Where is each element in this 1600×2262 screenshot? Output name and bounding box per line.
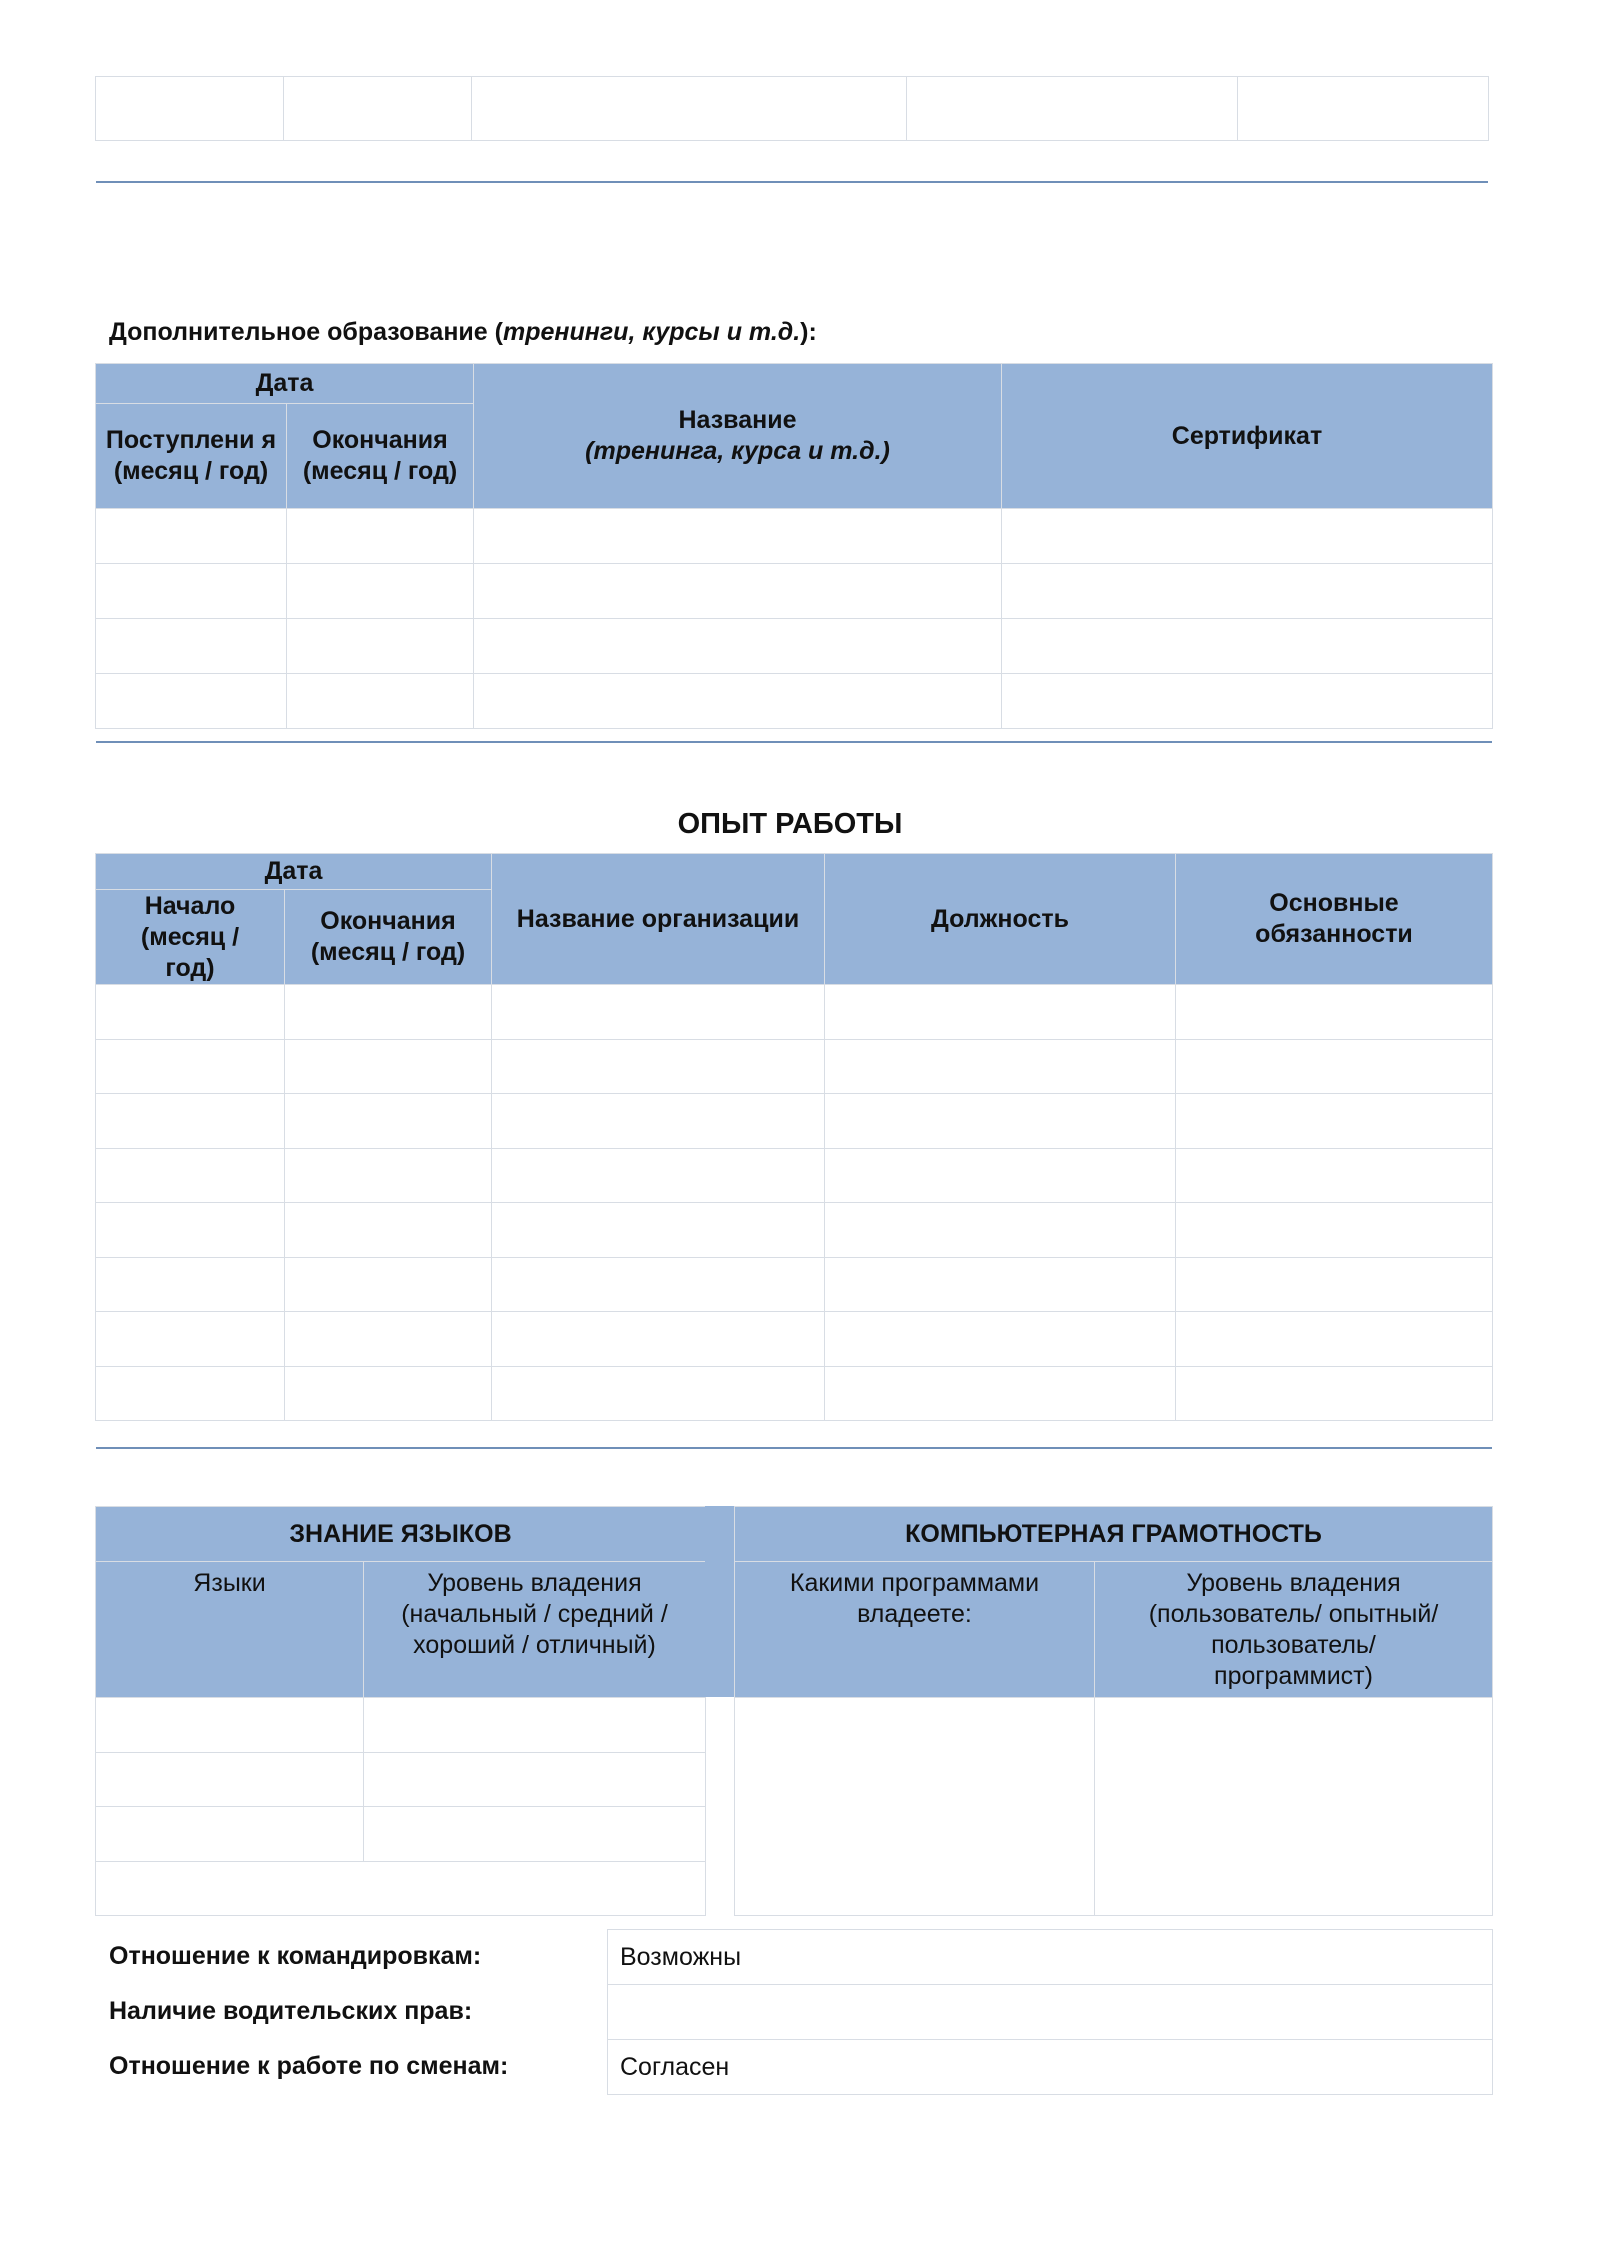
table-cell[interactable] — [1176, 1366, 1493, 1421]
shift-work-label: Отношение к работе по сменам: — [109, 2052, 509, 2080]
table-cell[interactable] — [364, 1752, 706, 1807]
table-cell[interactable] — [1002, 509, 1493, 564]
table-cell[interactable] — [96, 1752, 364, 1807]
table-cell[interactable] — [474, 564, 1002, 619]
table-cell[interactable] — [825, 1257, 1176, 1312]
table-cell[interactable] — [825, 1039, 1176, 1094]
work-experience-title: ОПЫТ РАБОТЫ — [677, 808, 903, 840]
additional-education-table — [95, 363, 1493, 729]
table-cell[interactable] — [1176, 1148, 1493, 1203]
table-cell[interactable] — [96, 564, 287, 619]
table-cell[interactable] — [492, 1203, 825, 1258]
languages-table — [95, 1506, 706, 1916]
computer-literacy-title: КОМПЬЮТЕРНАЯ ГРАМОТНОСТЬ — [735, 1507, 1493, 1562]
certificate-header: Сертификат — [1002, 364, 1493, 509]
extra-info-table — [607, 1929, 1493, 2095]
table-cell[interactable] — [364, 1698, 706, 1753]
table-cell[interactable] — [96, 1807, 364, 1862]
table-cell[interactable] — [1176, 985, 1493, 1040]
table-cell[interactable] — [474, 674, 1002, 729]
table-cell[interactable] — [492, 1366, 825, 1421]
table-cell[interactable] — [285, 1094, 492, 1149]
table-cell[interactable] — [492, 1312, 825, 1367]
table-cell[interactable] — [1002, 674, 1493, 729]
computer-level-header: Уровень владения (пользователь/ опытный/ пользователь/ программист) — [1095, 1562, 1493, 1698]
table-cell[interactable] — [287, 619, 474, 674]
driver-license-value[interactable] — [608, 1985, 1493, 2040]
top-cell[interactable] — [284, 77, 472, 141]
table-cell[interactable] — [96, 985, 285, 1040]
table-cell[interactable] — [1176, 1257, 1493, 1312]
table-cell[interactable] — [474, 509, 1002, 564]
table-cell[interactable] — [96, 674, 287, 729]
language-level-header: Уровень владения (начальный / средний / хороший / отличный) — [364, 1562, 706, 1698]
top-cell[interactable] — [472, 77, 907, 141]
table-cell[interactable] — [1176, 1094, 1493, 1149]
table-cell[interactable] — [285, 985, 492, 1040]
table-cell[interactable] — [1176, 1203, 1493, 1258]
position-header: Должность — [825, 854, 1176, 985]
business-trips-label: Отношение к командировкам: — [109, 1942, 482, 1970]
table-cell[interactable] — [825, 1312, 1176, 1367]
table-gap-fill — [705, 1506, 734, 1697]
table-cell[interactable] — [1002, 564, 1493, 619]
table-cell[interactable] — [1176, 1312, 1493, 1367]
table-cell[interactable] — [96, 1203, 285, 1258]
end-date-header: Окончания (месяц / год) — [285, 890, 492, 985]
table-cell[interactable] — [96, 1698, 364, 1753]
table-cell[interactable] — [96, 1861, 706, 1916]
table-cell[interactable] — [492, 1094, 825, 1149]
date-header: Дата — [96, 854, 492, 890]
table-cell[interactable] — [364, 1807, 706, 1862]
section-divider — [96, 181, 1488, 183]
table-cell[interactable] — [287, 674, 474, 729]
date-header: Дата — [96, 364, 474, 404]
table-cell[interactable] — [825, 1203, 1176, 1258]
table-cell[interactable] — [492, 1039, 825, 1094]
start-date-header: Поступлени я (месяц / год) — [96, 404, 287, 509]
table-cell[interactable] — [1176, 1039, 1493, 1094]
start-date-header: Начало (месяц / год) — [96, 890, 285, 985]
table-cell[interactable] — [285, 1203, 492, 1258]
table-cell[interactable] — [96, 1039, 285, 1094]
section-divider — [96, 1447, 1492, 1449]
computer-literacy-table — [734, 1506, 1493, 1916]
table-cell[interactable] — [287, 509, 474, 564]
table-cell[interactable] — [825, 1148, 1176, 1203]
table-cell[interactable] — [492, 985, 825, 1040]
additional-education-heading: Дополнительное образование (тренинги, курсы и т.д.): — [109, 318, 817, 346]
course-name-header: Название (тренинга, курса и т.д.) — [474, 364, 1002, 509]
table-cell[interactable] — [96, 1257, 285, 1312]
table-cell[interactable] — [285, 1039, 492, 1094]
top-table — [95, 76, 1489, 141]
duties-header: Основные обязанности — [1176, 854, 1493, 985]
table-cell[interactable] — [825, 985, 1176, 1040]
driver-license-label: Наличие водительских прав: — [109, 1997, 473, 2025]
top-cell[interactable] — [907, 77, 1238, 141]
table-cell[interactable] — [474, 619, 1002, 674]
table-cell[interactable] — [1002, 619, 1493, 674]
section-divider — [96, 741, 1492, 743]
work-experience-table — [95, 853, 1493, 1421]
table-cell[interactable] — [96, 1094, 285, 1149]
table-cell[interactable] — [285, 1312, 492, 1367]
programs-cell[interactable] — [735, 1698, 1095, 1916]
table-cell[interactable] — [285, 1257, 492, 1312]
shift-work-value[interactable]: Согласен — [608, 2040, 1493, 2095]
table-cell[interactable] — [285, 1366, 492, 1421]
table-cell[interactable] — [96, 509, 287, 564]
table-cell[interactable] — [96, 619, 287, 674]
languages-header: Языки — [96, 1562, 364, 1698]
table-cell[interactable] — [96, 1148, 285, 1203]
languages-title: ЗНАНИЕ ЯЗЫКОВ — [96, 1507, 706, 1562]
table-cell[interactable] — [287, 564, 474, 619]
table-cell[interactable] — [492, 1257, 825, 1312]
end-date-header: Окончания (месяц / год) — [287, 404, 474, 509]
programs-header: Какими программами владеете: — [735, 1562, 1095, 1698]
table-cell[interactable] — [492, 1148, 825, 1203]
computer-level-cell[interactable] — [1095, 1698, 1493, 1916]
organization-header: Название организации — [492, 854, 825, 985]
business-trips-value[interactable]: Возможны — [608, 1930, 1493, 1985]
table-cell[interactable] — [825, 1094, 1176, 1149]
table-cell[interactable] — [96, 1312, 285, 1367]
top-cell[interactable] — [96, 77, 284, 141]
table-cell[interactable] — [285, 1148, 492, 1203]
top-cell[interactable] — [1238, 77, 1489, 141]
table-cell[interactable] — [825, 1366, 1176, 1421]
table-cell[interactable] — [96, 1366, 285, 1421]
